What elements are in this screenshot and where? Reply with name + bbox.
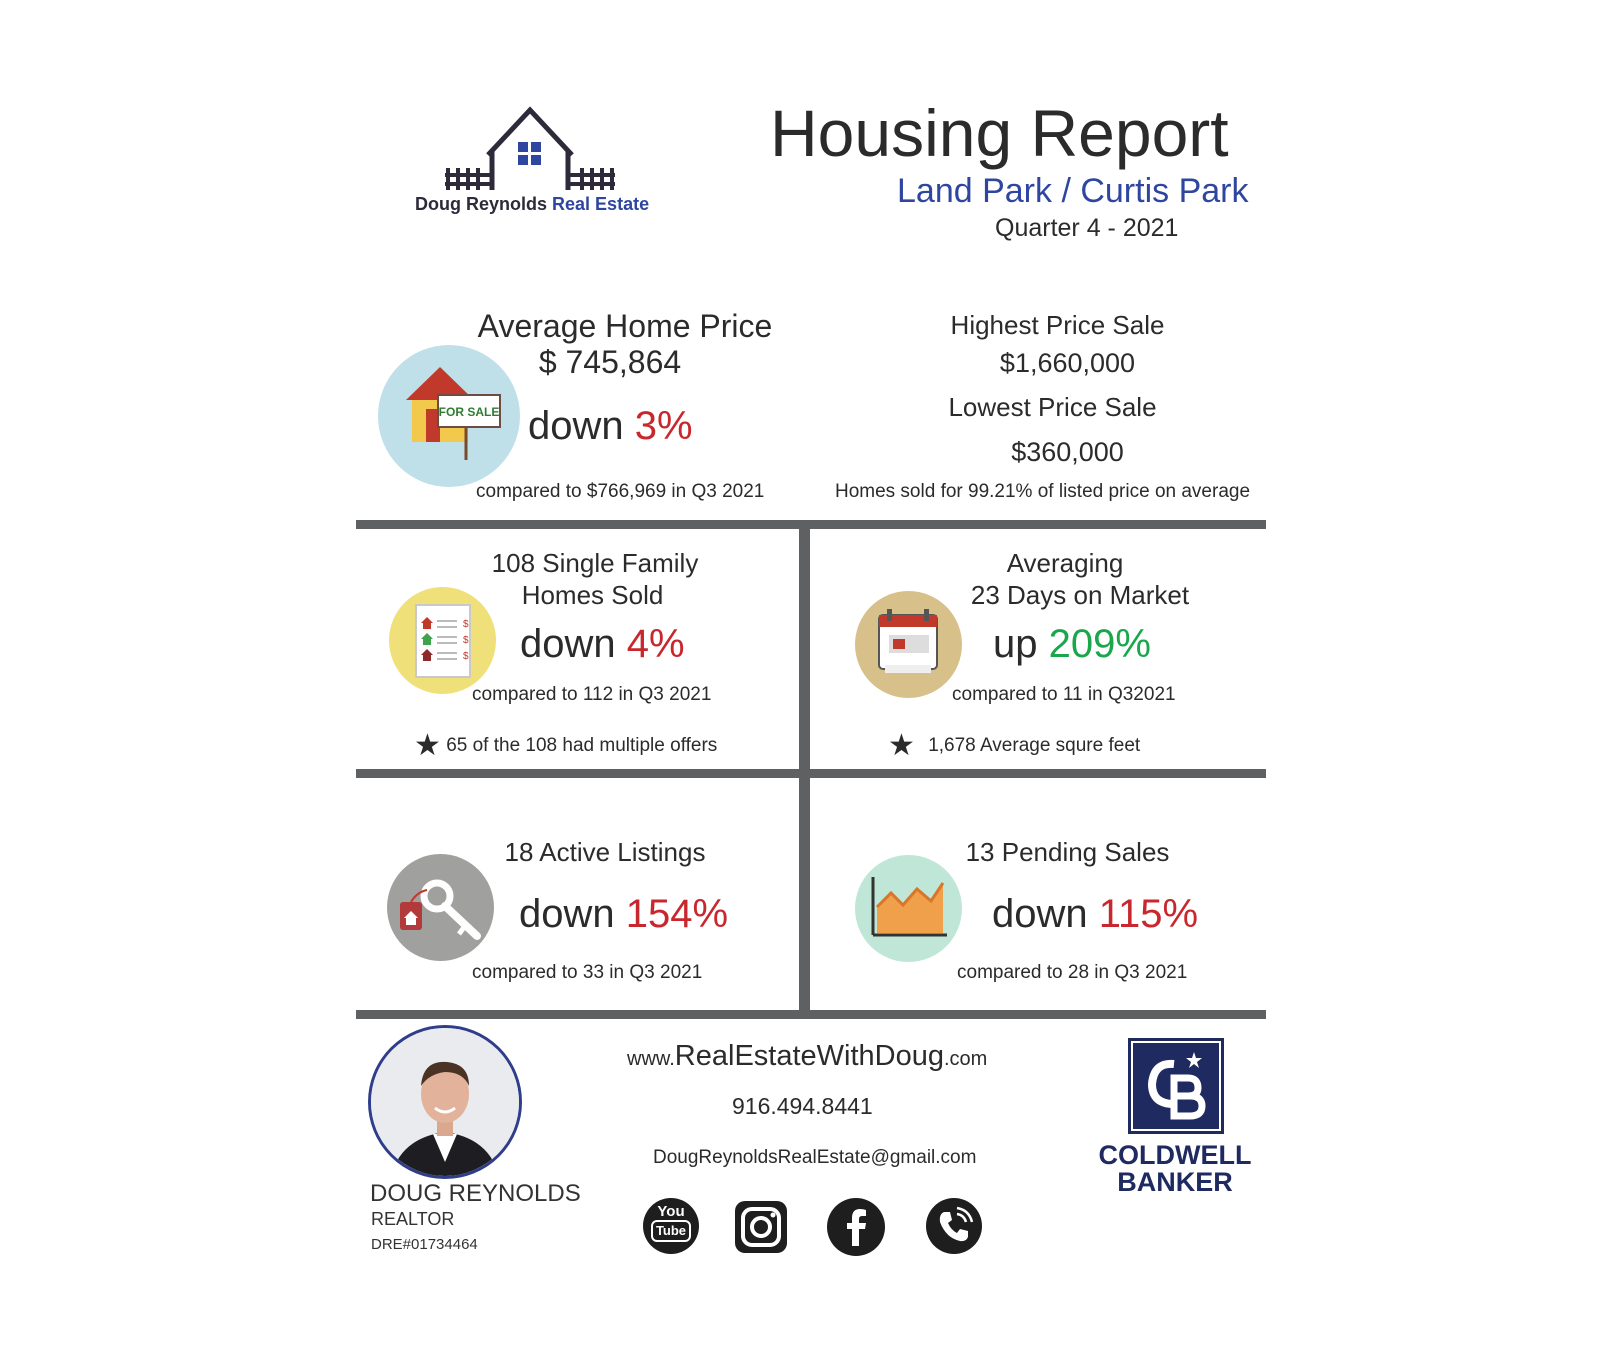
pending-sales-trend-pct: 115% [1098,892,1199,936]
divider-middle [356,769,1266,778]
pending-sales-compare: compared to 28 in Q3 2021 [957,962,1188,983]
homes-sold-line1: 108 Single Family [491,548,699,578]
active-listings-trend-pct: 154% [625,892,729,936]
agent-photo [368,1025,522,1179]
homes-sold-compare: compared to 112 in Q3 2021 [472,684,712,705]
lowest-sale-label: Lowest Price Sale [948,392,1157,422]
active-listings-trend [519,892,728,937]
instagram-icon[interactable] [734,1200,788,1254]
active-listings-trend-word: down [519,892,615,936]
dom-line1: Averaging [1006,548,1124,578]
listing-sheet-icon [389,587,496,694]
page-title: Housing Report [770,96,1229,170]
active-listings-compare: compared to 33 in Q3 2021 [472,962,703,983]
svg-text:$: $ [463,635,469,646]
homes-sold-note [414,728,717,763]
logo-name: Doug Reynolds [415,194,548,214]
dom-note [888,728,1140,763]
website-main: RealEstateWithDoug [674,1040,944,1072]
avg-price-trend-pct: 3% [634,404,693,448]
highest-sale-label: Highest Price Sale [950,310,1165,340]
divider-top [356,520,1266,529]
key-icon [387,854,494,961]
coldwell-banker-logo [1128,1038,1224,1134]
svg-text:$: $ [463,619,469,630]
homes-sold-note-text: 65 of the 108 had multiple offers [446,735,718,756]
email-link[interactable]: DougReynoldsRealEstate@gmail.com [653,1147,977,1168]
brokerage-line1: COLDWELL [1098,1140,1252,1170]
lowest-sale-value: $360,000 [1011,437,1124,467]
pending-sales-trend [992,892,1198,937]
facebook-icon[interactable] [827,1198,885,1256]
agent-name: DOUG REYNOLDS [370,1180,581,1207]
divider-bottom [356,1010,1266,1019]
dom-trend [993,622,1151,667]
avg-price-trend-word: down [528,404,624,448]
avg-price-value: $ 745,864 [538,344,682,380]
dom-trend-word: up [993,622,1038,666]
for-sale-sign-text: FOR SALE [438,405,500,419]
homes-sold-trend-word: down [520,622,616,666]
highest-sale-value: $1,660,000 [999,348,1136,378]
youtube-icon-bottom: Tube [651,1220,691,1242]
avg-price-trend [528,404,693,449]
list-price-note: Homes sold for 99.21% of listed price on average [834,481,1251,502]
dom-line2: 23 Days on Market [970,580,1190,610]
phone-number[interactable]: 916.494.8441 [732,1093,873,1119]
pending-sales-trend-word: down [992,892,1088,936]
active-listings-label: 18 Active Listings [504,837,706,867]
website-suffix: .com [943,1048,988,1070]
phone-icon[interactable] [926,1198,982,1254]
calendar-icon [855,591,962,698]
avg-price-compare: compared to $766,969 in Q3 2021 [476,481,765,502]
avg-price-label: Average Home Price [477,308,773,344]
for-sale-icon [378,345,520,487]
website-link[interactable] [627,1040,987,1073]
homes-sold-trend [520,622,685,667]
logo [410,100,650,220]
chart-icon [855,855,962,962]
svg-text:$: $ [463,651,469,662]
house-logo-icon [410,100,650,195]
dom-trend-pct: 209% [1048,622,1151,666]
agent-license: DRE#01734464 [371,1236,478,1253]
dom-compare: compared to 11 in Q32021 [952,684,1176,705]
dom-note-text: 1,678 Average squre feet [928,735,1141,756]
website-prefix: www. [627,1048,675,1070]
logo-suffix: Real Estate [552,194,650,214]
star-icon: ★ [414,729,441,762]
youtube-icon[interactable] [643,1198,699,1254]
divider-vertical [799,529,810,1010]
star-icon: ★ [888,729,915,762]
pending-sales-label: 13 Pending Sales [965,837,1170,867]
youtube-icon-top: You [657,1203,685,1220]
homes-sold-trend-pct: 4% [626,622,685,666]
report-period: Quarter 4 - 2021 [995,214,1179,242]
agent-role: REALTOR [371,1209,455,1229]
page-subtitle: Land Park / Curtis Park [897,172,1249,210]
homes-sold-line2: Homes Sold [521,580,664,610]
brokerage-line2: BANKER [1117,1167,1233,1197]
